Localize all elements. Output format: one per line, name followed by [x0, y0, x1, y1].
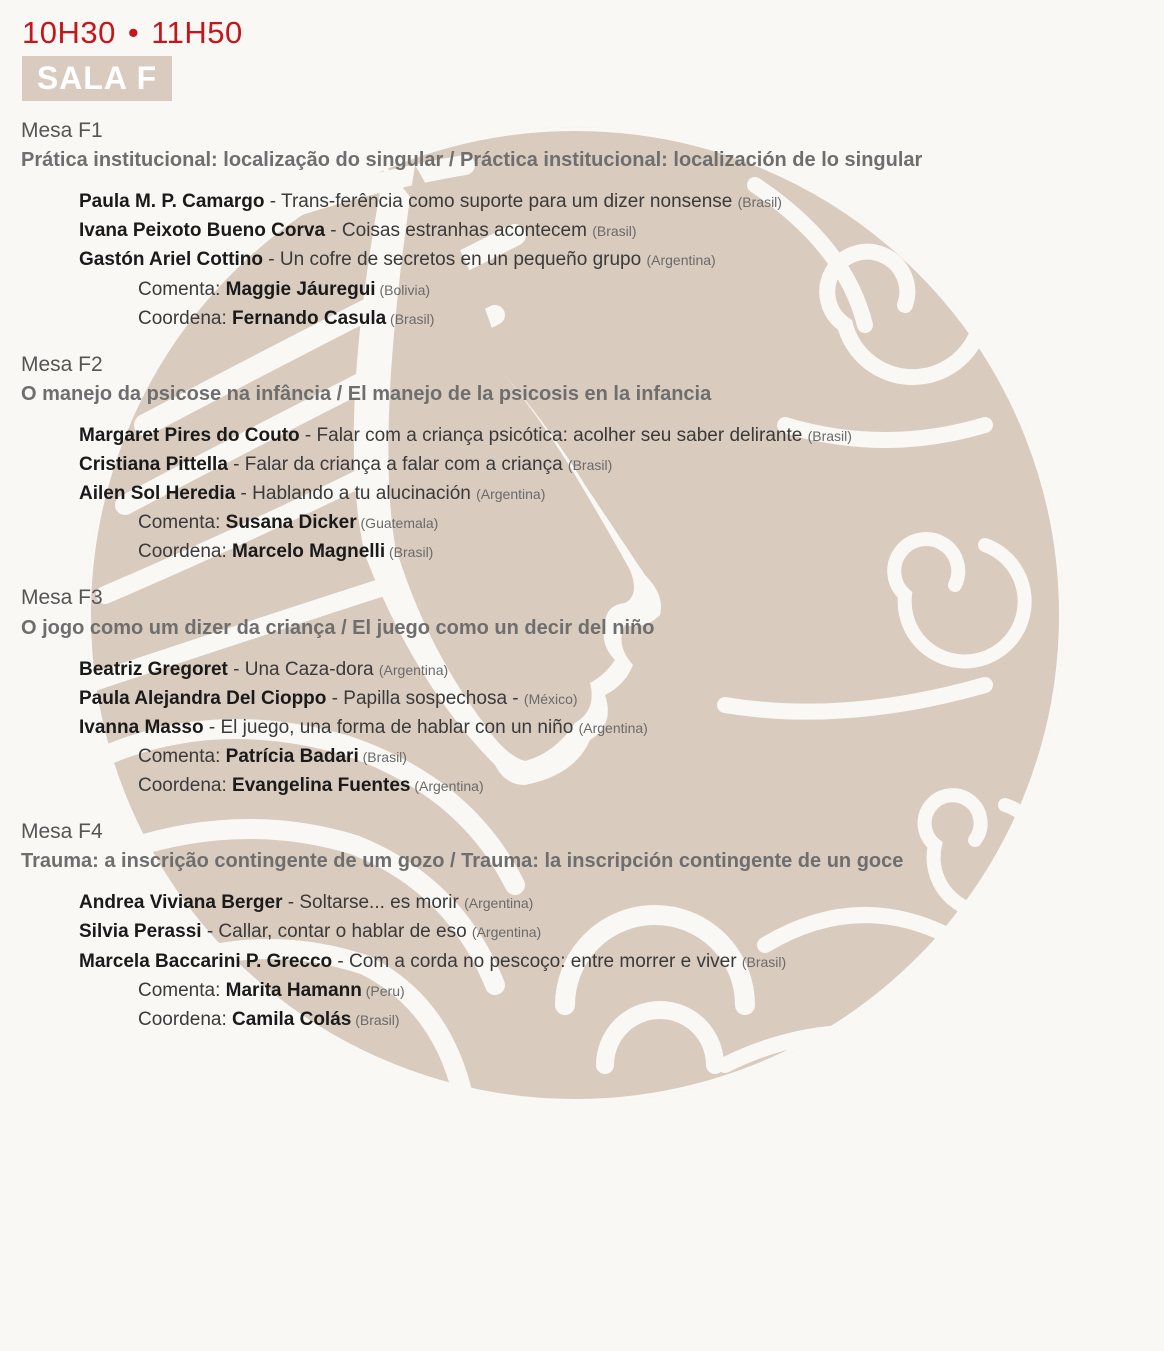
mesa-label: Mesa F3: [21, 586, 103, 609]
speaker-name: Cristiana Pittella: [79, 454, 228, 475]
speaker-name: Ailen Sol Heredia: [79, 483, 236, 504]
speaker-name: Ivanna Masso: [79, 717, 204, 738]
comenta-line: Comenta: Patrícia Badari (Brasil): [138, 746, 407, 767]
talk-title: - Trans-ferência como suporte para um dizer nonsense: [264, 191, 738, 212]
mesa-title: Trauma: a inscrição contingente de um gozo / Trauma: la inscripción contingente de un goce: [21, 850, 904, 872]
mesa-label: Mesa F2: [21, 353, 103, 376]
time-slot: 10H30 • 11H50: [22, 15, 243, 50]
time-separator: •: [127, 15, 140, 50]
speaker-country: (Brasil): [741, 954, 787, 970]
talk-line: [79, 452, 612, 478]
speaker-name: Paula Alejandra Del Cioppo: [79, 688, 327, 709]
coordena-line: Coordena: Marcelo Magnelli (Brasil): [138, 541, 434, 562]
talk-title: - Falar da criança a falar com a criança: [227, 454, 568, 475]
mesa-title: O manejo da psicose na infância / El manejo de la psicosis en la infancia: [21, 383, 712, 405]
talk-title: - Soltarse... es morir: [282, 892, 465, 913]
speaker-name: Beatriz Gregoret: [79, 659, 228, 680]
speaker-country: (Argentina): [476, 486, 546, 502]
speaker-country: (Argentina): [464, 895, 534, 911]
speaker-country: (Brasil): [592, 223, 637, 239]
speaker-name: Margaret Pires do Couto: [79, 425, 300, 446]
talk-title: - Falar com a criança psicótica: acolher seu saber delirante: [299, 425, 808, 446]
talk-line: [79, 247, 716, 273]
mesa-title: O jogo como um dizer da criança / El juego como un decir del niño: [21, 617, 655, 639]
talk-line: [79, 657, 448, 683]
speaker-country: (Argentina): [471, 924, 542, 940]
speaker-country: (Brasil): [567, 457, 613, 473]
speaker-country: (Brasil): [737, 194, 782, 210]
speaker-country: (Argentina): [646, 252, 716, 268]
talk-line: [79, 189, 782, 215]
talk-line: [79, 919, 541, 945]
mesa-label: Mesa F1: [21, 119, 103, 142]
talk-title: - Callar, contar o hablar de eso: [201, 921, 472, 942]
coordena-line: Coordena: Fernando Casula (Brasil): [138, 308, 435, 329]
speaker-country: (Brasil): [807, 428, 852, 444]
speaker-country: (México): [523, 691, 578, 707]
talk-title: - El juego, una forma de hablar con un niño: [203, 717, 579, 738]
mesa-label: Mesa F4: [21, 820, 103, 843]
room-badge: SALA F: [22, 56, 172, 101]
talk-line: [79, 218, 637, 244]
comenta-line: Comenta: Maggie Jáuregui (Bolivia): [138, 279, 431, 300]
speaker-name: Ivana Peixoto Bueno Corva: [79, 220, 326, 241]
talk-title: - Un cofre de secretos en un pequeño grupo: [263, 249, 647, 270]
coordena-line: Coordena: Evangelina Fuentes (Argentina): [138, 775, 484, 796]
talk-line: [79, 481, 545, 507]
talk-title: - Una Caza-dora: [227, 659, 379, 680]
talk-line: [79, 949, 786, 975]
speaker-country: (Argentina): [378, 662, 449, 678]
comenta-line: Comenta: Marita Hamann (Peru): [138, 980, 405, 1001]
speaker-name: Silvia Perassi: [79, 921, 202, 942]
coordena-line: Coordena: Camila Colás (Brasil): [138, 1009, 400, 1030]
talk-title: - Papilla sospechosa -: [326, 688, 524, 709]
speaker-name: Paula M. P. Camargo: [79, 191, 265, 212]
talk-line: [79, 715, 648, 741]
speaker-name: Andrea Viviana Berger: [79, 892, 283, 913]
talk-line: [79, 686, 578, 712]
talk-title: - Hablando a tu alucinación: [235, 483, 477, 504]
talk-title: - Com a corda no pescoço: entre morrer e viver: [332, 951, 742, 972]
talk-line: [79, 890, 533, 916]
speaker-name: Gastón Ariel Cottino: [79, 249, 264, 270]
comenta-line: Comenta: Susana Dicker (Guatemala): [138, 512, 439, 533]
mesa-title: Prática institucional: localização do singular / Práctica institucional: localización de lo singular: [21, 149, 923, 171]
speaker-country: (Argentina): [578, 720, 648, 736]
talk-title: - Coisas estranhas acontecem: [325, 220, 593, 241]
speaker-name: Marcela Baccarini P. Grecco: [79, 951, 333, 972]
talk-line: [79, 423, 852, 449]
